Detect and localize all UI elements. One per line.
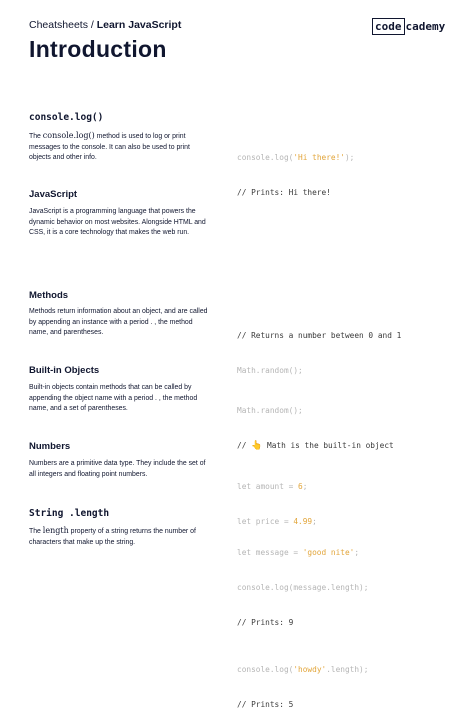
section-heading-console-log: console.log() xyxy=(29,112,104,123)
code-block-methods xyxy=(237,311,401,386)
section-text-javascript: JavaScript is a programming language that powers the dynamic behavior on most websites. Alongside HTML and CSS, it is a core technology that makes the web run. xyxy=(29,208,206,236)
text-part: property of a string returns the number of characters that make up the string. xyxy=(29,528,196,546)
code-line: console.log(message.length); xyxy=(237,583,369,592)
pointing-hand-icon: 👆 xyxy=(251,441,263,451)
text-part: The xyxy=(29,528,43,535)
code-line: Math.random(); xyxy=(237,366,303,375)
code-line: // Prints: Hi there! xyxy=(237,188,331,197)
code-line xyxy=(237,441,394,451)
code-line: console.log('Hi there!'); xyxy=(237,153,355,162)
section-heading-numbers: Numbers xyxy=(29,441,71,452)
section-heading-builtin: Built-in Objects xyxy=(29,365,100,376)
section-text-string-length xyxy=(29,526,209,548)
text-part: The xyxy=(29,133,43,140)
code-line: // Prints: 5 xyxy=(237,700,294,709)
code-line: let price = 4.99; xyxy=(237,517,317,526)
breadcrumb-prefix[interactable]: Cheatsheets / xyxy=(29,19,97,31)
section-text-numbers: Numbers are a primitive data type. They include the set of all integers and floating point numbers. xyxy=(29,460,206,478)
section-text-builtin: Built-in objects contain methods that can be called by appending the object name with a period . , the method name, and a set of parentheses. xyxy=(29,384,198,412)
section-text-methods: Methods return information about an object, and are called by appending an instance with a period . , the method name, and parentheses. xyxy=(29,308,208,336)
page-title: Introduction xyxy=(29,36,167,62)
code-block-string-length xyxy=(237,528,368,720)
code-line: Math.random(); xyxy=(237,406,303,415)
breadcrumb xyxy=(29,19,181,31)
logo-rest: cademy xyxy=(405,20,446,33)
code-comment-suffix: Math is the built-in object xyxy=(262,441,394,450)
section-heading-methods: Methods xyxy=(29,290,69,301)
section-heading-javascript: JavaScript xyxy=(29,189,78,200)
inline-code: length xyxy=(42,526,69,535)
inline-code: console.log() xyxy=(42,131,95,140)
code-line: let message = 'good nite'; xyxy=(237,548,360,557)
code-line: // Returns a number between 0 and 1 xyxy=(237,331,402,340)
code-line: console.log('howdy'.length); xyxy=(237,665,369,674)
code-line: let amount = 6; xyxy=(237,482,308,491)
code-block-builtin xyxy=(237,386,394,461)
text-part: method is used to log or print messages to the console. It can also be used to print objects and other info. xyxy=(29,133,190,161)
code-line: // Prints: 9 xyxy=(237,618,294,627)
code-comment-prefix: // xyxy=(237,441,252,450)
code-block-numbers xyxy=(237,462,317,537)
code-block-console-log xyxy=(237,133,354,208)
section-heading-string-length: String .length xyxy=(29,508,110,519)
logo-boxed: code xyxy=(372,18,405,35)
codecademy-logo[interactable] xyxy=(372,18,445,35)
section-text-console-log xyxy=(29,131,209,164)
breadcrumb-current[interactable]: Learn JavaScript xyxy=(96,19,182,31)
